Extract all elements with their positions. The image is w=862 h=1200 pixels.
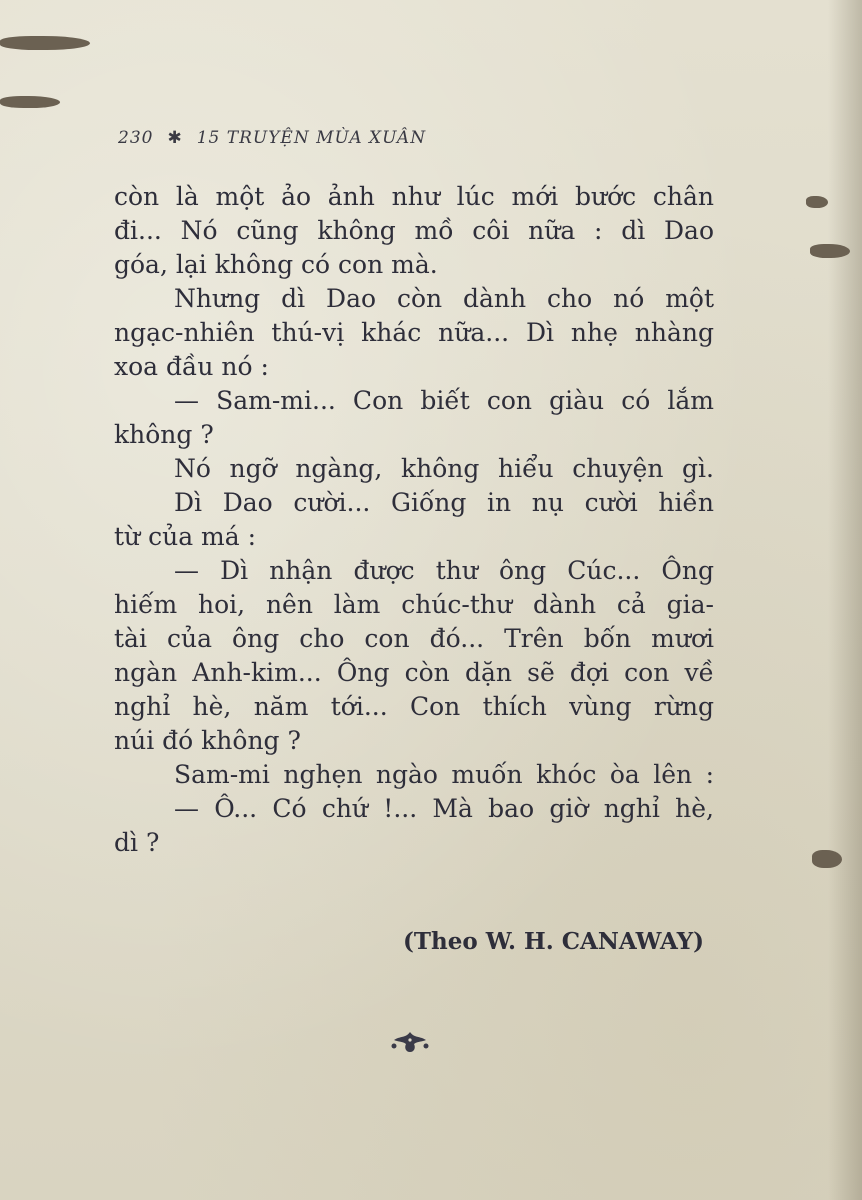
text-line: góa, lại không có con mà. [114, 250, 438, 279]
text-line: xoa đầu nó : [114, 352, 269, 381]
text-line: còn là một ảo ảnh như lúc mới bước chân [114, 182, 714, 211]
text-line: — Ô... Có chứ !... Mà bao giờ nghỉ hè, [174, 794, 714, 823]
text-line: — Dì nhận được thư ông Cúc... Ông [174, 556, 714, 585]
text-line: núi đó không ? [114, 726, 301, 755]
book-title: 15 TRUYỆN MÙA XUÂN [196, 128, 427, 148]
separator-star: ✱ [167, 128, 183, 148]
fleuron-ornament-icon [388, 1028, 432, 1056]
text-line: hiếm hoi, nên làm chúc-thư dành cả gia- [114, 590, 714, 619]
page-tear [0, 96, 60, 108]
text-line: Dì Dao cười... Giống in nụ cười hiền [174, 488, 714, 517]
text-line: Nó ngỡ ngàng, không hiểu chuyện gì. [174, 454, 714, 483]
page-edge-shadow [828, 0, 862, 1200]
text-line: ngạc-nhiên thú-vị khác nữa... Dì nhẹ nhàng [114, 318, 714, 347]
body-text [114, 180, 714, 860]
attribution: (Theo W. H. CANAWAY) [403, 928, 704, 955]
page-tear [810, 244, 850, 258]
text-line: Sam-mi nghẹn ngào muốn khóc òa lên : [174, 760, 714, 789]
text-line: tài của ông cho con đó... Trên bốn mươi [114, 624, 714, 653]
page-number: 230 [118, 128, 154, 148]
page-tear [806, 196, 828, 208]
running-head [118, 128, 426, 148]
text-line: ngàn Anh-kim... Ông còn dặn sẽ đợi con về [114, 658, 714, 687]
text-line: đi... Nó cũng không mồ côi nữa : dì Dao [114, 216, 714, 245]
text-line: dì ? [114, 828, 160, 857]
text-line: nghỉ hè, năm tới... Con thích vùng rừng [114, 692, 714, 721]
page-tear [0, 36, 90, 50]
text-line: Nhưng dì Dao còn dành cho nó một [174, 284, 714, 313]
text-line: từ của má : [114, 522, 257, 551]
text-line: không ? [114, 420, 214, 449]
page-tear [812, 850, 842, 868]
text-line: — Sam-mi... Con biết con giàu có lắm [174, 386, 714, 415]
